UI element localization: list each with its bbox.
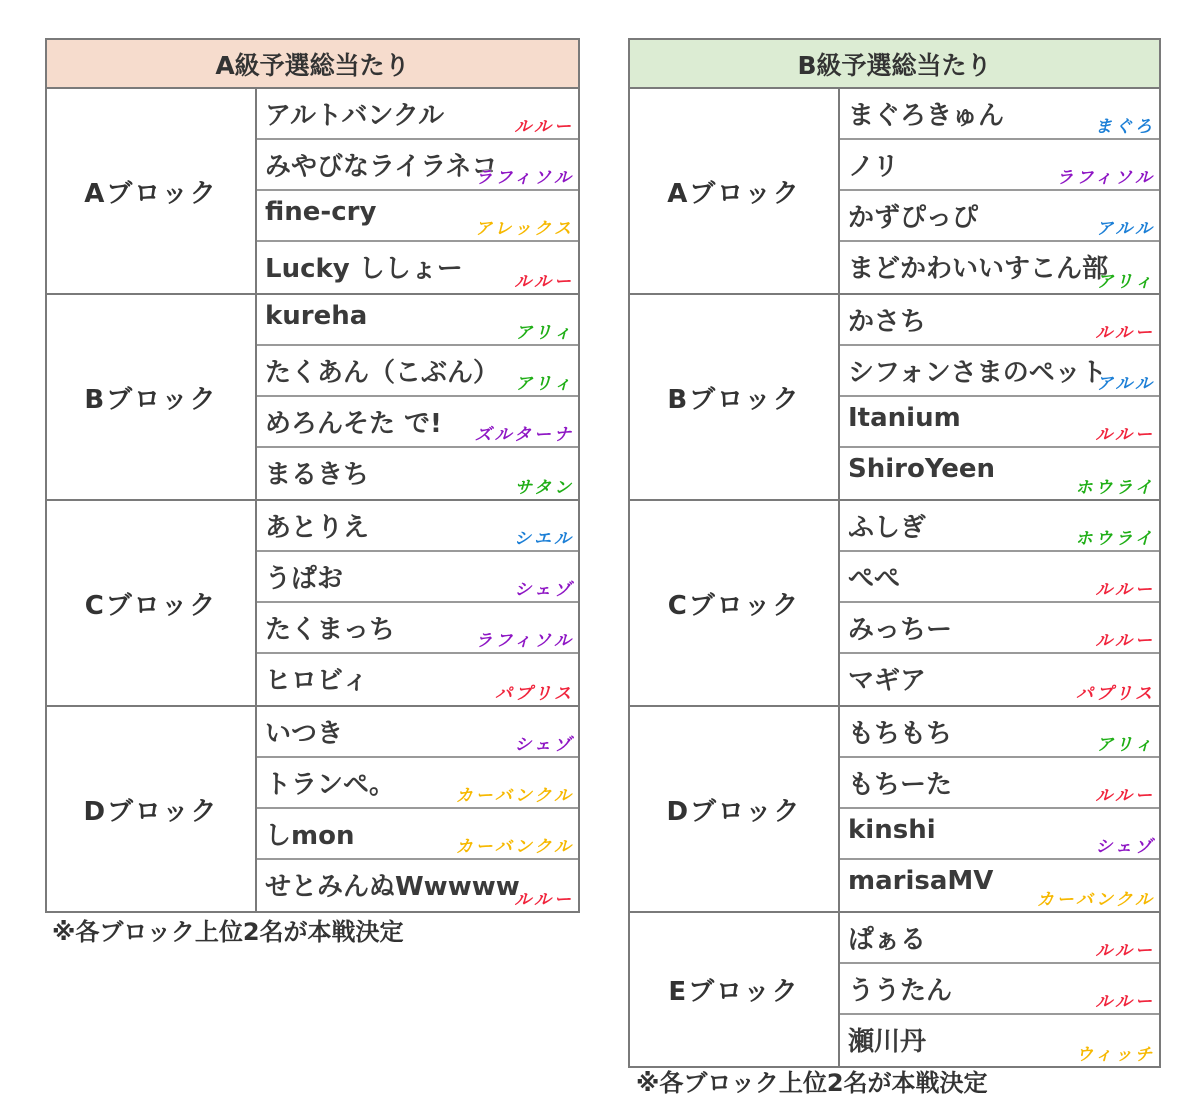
character-label: ズルターナ xyxy=(474,425,574,445)
table-row xyxy=(840,397,1159,448)
block-label: Dブロック xyxy=(630,707,840,911)
table-row xyxy=(840,242,1159,293)
block-label: Eブロック xyxy=(630,913,840,1066)
player-name: みっちー xyxy=(848,615,953,645)
block xyxy=(47,501,578,707)
player-name: たくあん（こぶん） xyxy=(265,358,500,388)
block-label: Aブロック xyxy=(47,89,257,293)
character-label: アリィ xyxy=(1096,735,1155,755)
player-name: まぐろきゅん xyxy=(848,101,1005,131)
character-label: ルルー xyxy=(1095,631,1155,651)
table-row xyxy=(840,295,1159,346)
table-row xyxy=(840,140,1159,191)
player-name: アルトバンクル xyxy=(265,101,445,131)
table-row xyxy=(257,397,578,448)
player-name: かずぴっぴ xyxy=(848,203,979,233)
player-name: fine-cry xyxy=(265,197,377,227)
character-label: ホウライ xyxy=(1075,478,1155,498)
block-label: Cブロック xyxy=(630,501,840,705)
player-name: Itanium xyxy=(848,403,961,433)
b-class-note: ※各ブロック上位2名が本戦決定 xyxy=(636,1069,988,1097)
table-row xyxy=(840,448,1159,499)
table-row xyxy=(840,501,1159,552)
table-row xyxy=(840,603,1159,654)
block xyxy=(47,707,578,911)
block-label: Aブロック xyxy=(630,89,840,293)
character-label: ルルー xyxy=(514,272,574,292)
table-row xyxy=(840,758,1159,809)
character-label: アルル xyxy=(1096,374,1155,394)
character-label: カーバンクル xyxy=(1036,890,1155,910)
player-name: めろんそた で! xyxy=(265,409,442,439)
character-label: ルルー xyxy=(514,117,574,137)
player-name: もちもち xyxy=(848,719,953,749)
character-label: ウィッチ xyxy=(1076,1045,1155,1065)
player-name: ううたん xyxy=(848,976,953,1006)
table-row xyxy=(257,346,578,397)
player-name: Lucky ししょー xyxy=(265,254,463,284)
a-class-table-title: A級予選総当たり xyxy=(47,40,578,89)
block xyxy=(630,913,1159,1066)
a-class-note: ※各ブロック上位2名が本戦決定 xyxy=(52,918,404,946)
table-row xyxy=(257,707,578,758)
character-label: ルルー xyxy=(1095,941,1155,961)
player-name: kinshi xyxy=(848,815,936,845)
block-label: Bブロック xyxy=(47,295,257,499)
b-class-table xyxy=(628,38,1161,1068)
table-row xyxy=(257,501,578,552)
table-row xyxy=(257,603,578,654)
character-label: ラフィソル xyxy=(1056,168,1155,188)
block xyxy=(630,295,1159,501)
character-label: アルル xyxy=(1096,219,1155,239)
table-row xyxy=(840,654,1159,705)
player-name: みやびなライラネコ xyxy=(265,152,498,182)
character-label: ルルー xyxy=(1095,786,1155,806)
table-row xyxy=(840,964,1159,1015)
player-name: marisaMV xyxy=(848,866,994,896)
character-label: シェゾ xyxy=(514,735,574,755)
table-row xyxy=(257,809,578,860)
player-name: kureha xyxy=(265,301,368,331)
table-row xyxy=(257,654,578,705)
player-name: たくまっち xyxy=(265,615,396,645)
character-label: カーバンクル xyxy=(455,786,574,806)
character-label: アレックス xyxy=(475,219,574,239)
character-label: ルルー xyxy=(514,890,574,910)
b-class-panel xyxy=(628,38,1161,1068)
character-label: アリィ xyxy=(515,374,574,394)
character-label: カーバンクル xyxy=(455,837,574,857)
table-row xyxy=(257,552,578,603)
table-row xyxy=(840,809,1159,860)
block xyxy=(47,89,578,295)
player-name: しmon xyxy=(265,821,355,851)
player-name: ぺぺ xyxy=(848,564,901,594)
block xyxy=(630,501,1159,707)
table-row xyxy=(840,191,1159,242)
character-label: パプリス xyxy=(495,684,574,704)
block-label: Cブロック xyxy=(47,501,257,705)
b-class-table-title: B級予選総当たり xyxy=(630,40,1159,89)
player-name: いつき xyxy=(265,719,344,749)
player-name: まどかわいいすこん部 xyxy=(848,254,1109,284)
table-row xyxy=(257,242,578,293)
table-row xyxy=(257,448,578,499)
player-name: トランペ。 xyxy=(265,770,396,800)
a-class-table xyxy=(45,38,580,913)
table-row xyxy=(257,860,578,911)
table-row xyxy=(840,913,1159,964)
table-row xyxy=(840,89,1159,140)
player-name: マギア xyxy=(848,666,927,696)
character-label: ラフィソル xyxy=(475,631,574,651)
player-name: あとりえ xyxy=(265,513,370,543)
character-label: ホウライ xyxy=(1075,529,1155,549)
block xyxy=(47,295,578,501)
player-name: かさち xyxy=(848,307,927,337)
table-row xyxy=(840,707,1159,758)
table-row xyxy=(257,89,578,140)
player-name: ShiroYeen xyxy=(848,454,996,484)
table-row xyxy=(840,552,1159,603)
table-row xyxy=(257,758,578,809)
character-label: シェゾ xyxy=(1095,837,1155,857)
character-label: シェゾ xyxy=(514,580,574,600)
player-name: ヒロビィ xyxy=(265,666,369,696)
table-row xyxy=(840,860,1159,911)
player-name: もちーた xyxy=(848,770,953,800)
character-label: ラフィソル xyxy=(475,168,574,188)
player-name: まるきち xyxy=(265,460,370,490)
character-label: サタン xyxy=(514,478,574,498)
player-name: ノリ xyxy=(848,152,899,182)
character-label: ルルー xyxy=(1095,323,1155,343)
character-label: まぐろ xyxy=(1095,117,1155,137)
block-label: Dブロック xyxy=(47,707,257,911)
table-row xyxy=(840,346,1159,397)
character-label: ルルー xyxy=(1095,992,1155,1012)
table-row xyxy=(840,1015,1159,1066)
player-name: ふしぎ xyxy=(848,513,927,543)
table-row xyxy=(257,140,578,191)
block xyxy=(630,707,1159,913)
block-label: Bブロック xyxy=(630,295,840,499)
character-label: パプリス xyxy=(1076,684,1155,704)
character-label: アリィ xyxy=(1096,272,1155,292)
player-name: うぱお xyxy=(265,564,344,594)
a-class-panel xyxy=(45,38,580,913)
player-name: シフォンさまのペット xyxy=(848,358,1107,388)
character-label: ルルー xyxy=(1095,580,1155,600)
character-label: シエル xyxy=(514,529,574,549)
block xyxy=(630,89,1159,295)
character-label: ルルー xyxy=(1095,425,1155,445)
character-label: アリィ xyxy=(515,323,574,343)
player-name: ぱぁる xyxy=(848,925,927,955)
player-name: 瀬川丹 xyxy=(848,1027,927,1057)
table-row xyxy=(257,295,578,346)
player-name: せとみんぬWwwww xyxy=(265,872,520,902)
table-row xyxy=(257,191,578,242)
